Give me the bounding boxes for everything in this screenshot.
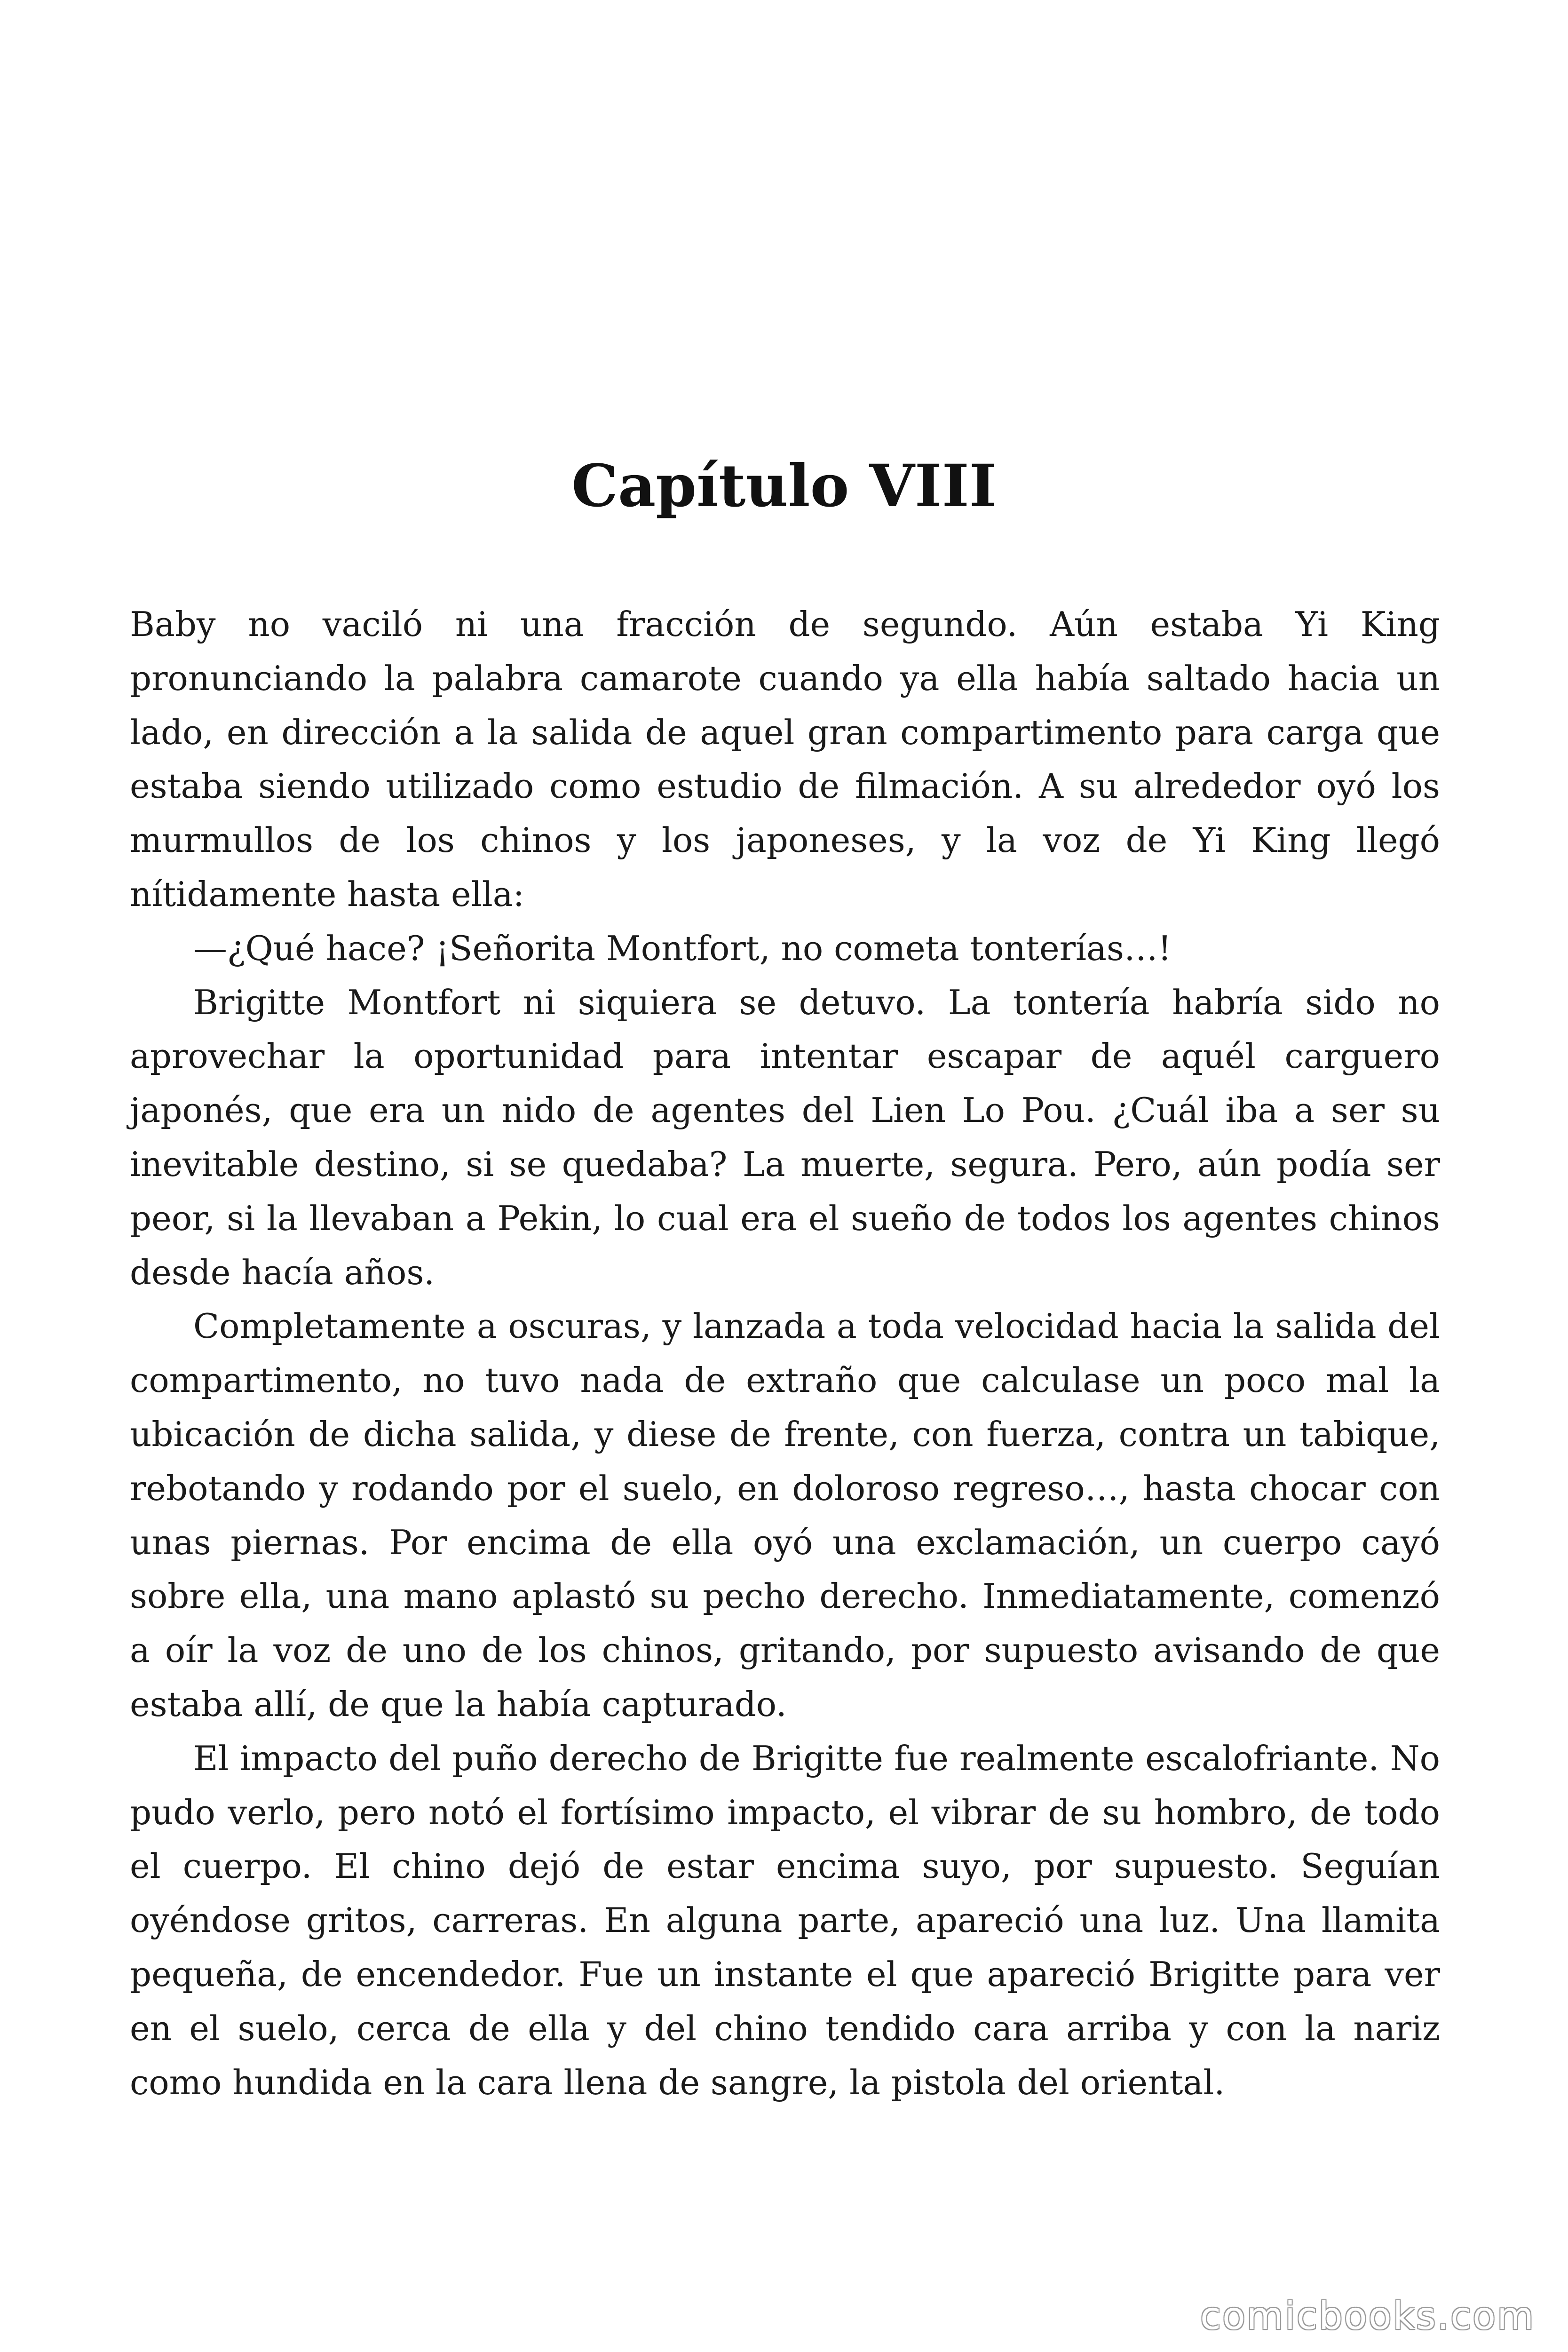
chapter-title: Capítulo VIII: [571, 452, 997, 520]
paragraph: Brigitte Montfort ni siquiera se detuvo. La tontería habría sido no aprovechar la oportunidad para intentar escapar de aquél carguero japonés, que era un nido de agentes del Lien Lo Pou. ¿Cuál iba a ser su inevitable destino, si se quedaba? La muerte, segura. Pero, aún podía ser peor, si la llevaban a Pekin, lo cual era el sueño de todos los agentes chinos desde hacía años.: [130, 982, 1440, 1292]
chapter-body: [130, 597, 1440, 2109]
paragraph: Baby no vaciló ni una fracción de segundo. Aún estaba Yi King pronunciando la palabra camarote cuando ya ella había saltado hacia un lado, en dirección a la salida de aquel gran compartimento para carga que estaba siendo utilizado como estudio de filmación. A su alrededor oyó los murmullos de los chinos y los japoneses, y la voz de Yi King llegó nítidamente hasta ella:: [130, 604, 1440, 914]
paragraph: El impacto del puño derecho de Brigitte fue realmente escalofriante. No pudo verlo, pero notó el fortísimo impacto, el vibrar de su hombro, de todo el cuerpo. El chino dejó de estar encima suyo, por supuesto. Seguían oyéndose gritos, carreras. En alguna parte, apareció una luz. Una llamita pequeña, de encendedor. Fue un instante el que apareció Brigitte para ver en el suelo, cerca de ella y del chino tendido cara arriba y con la nariz como hundida en la cara llena de sangre, la pistola del oriental.: [130, 1738, 1440, 2102]
watermark: comicbooks.com: [1200, 2294, 1535, 2338]
paragraph: —¿Qué hace? ¡Señorita Montfort, no cometa tonterías…!: [193, 928, 1172, 968]
paragraph: Completamente a oscuras, y lanzada a toda velocidad hacia la salida del compartimento, no tuvo nada de extraño que calculase un poco mal la ubicación de dicha salida, y diese de frente, con fuerza, contra un tabique, rebotando y rodando por el suelo, en doloroso regreso…, hasta chocar con unas piernas. Por encima de ella oyó una exclamación, un cuerpo cayó sobre ella, una mano aplastó su pecho derecho. Inmediatamente, comenzó a oír la voz de uno de los chinos, gritando, por supuesto avisando de que estaba allí, de que la había capturado.: [130, 1306, 1440, 1724]
